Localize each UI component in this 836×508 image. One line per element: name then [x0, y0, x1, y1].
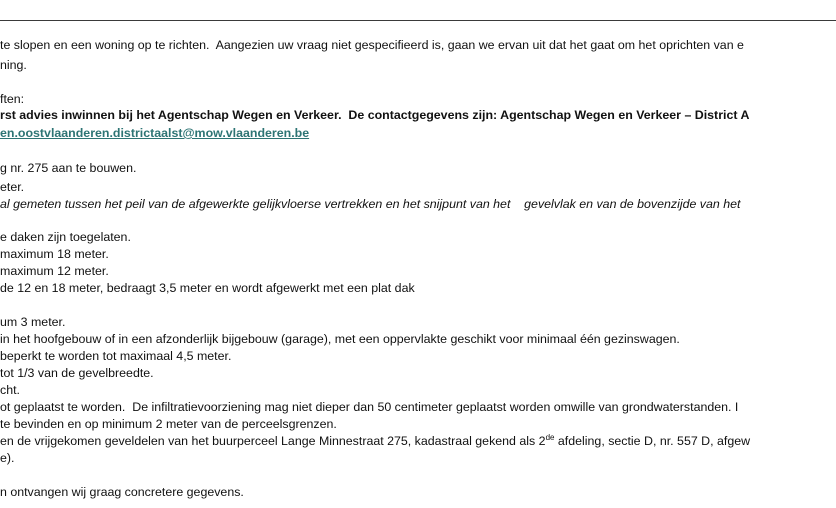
requirement-line-garage: in het hoofgebouw of in een afzonderlijk bijgebouw (garage), met een oppervlakte geschikt voor minimaal één gezinswagen.: [0, 332, 680, 346]
requirement-line-facade-width: tot 1/3 van de gevelbreedte.: [0, 366, 154, 380]
requirement-line-neighbour-parcel: [0, 434, 750, 449]
section-heading-requirements: ften:: [0, 92, 25, 106]
requirement-line-height: eter.: [0, 180, 25, 194]
requirement-line-roofs: e daken zijn toegelaten.: [0, 230, 131, 244]
requirement-line-max-12: maximum 12 meter.: [0, 264, 109, 278]
requirement-line-build: g nr. 275 aan te bouwen.: [0, 161, 137, 175]
requirement-line-min-3: um 3 meter.: [0, 315, 66, 329]
requirement-line-cht: cht.: [0, 383, 20, 397]
requirement-line-measurement-note: al gemeten tussen het peil van de afgewerkte gelijkvloerse vertrekken en het snijpunt van het gevelvlak en van de bovenzijde van het: [0, 197, 741, 211]
superscript-de: de: [545, 432, 555, 442]
requirement-line-max-4-5: beperkt te worden tot maximaal 4,5 meter.: [0, 349, 232, 363]
requirement-line-infiltration: ot geplaatst te worden. De infiltratievoorziening mag niet dieper dan 50 centimeter geplaatst worden omwille van grondwaterstanden. I: [0, 400, 739, 414]
contact-email-link[interactable]: en.oostvlaanderen.districtaalst@mow.vlaanderen.be: [0, 126, 310, 140]
requirement-line-closing-paren: e).: [0, 451, 15, 465]
advice-instruction-line: rst advies inwinnen bij het Agentschap Wegen en Verkeer. De contactgegevens zijn: Agentschap Wegen en Verkeer – District A: [0, 108, 750, 122]
paragraph-intro-line-1: te slopen en een woning op te richten. Aangezien uw vraag niet gespecifieerd is, gaan we ervan uit dat het gaat om het oprichten van e: [0, 38, 744, 52]
closing-line: n ontvangen wij graag concretere gegevens.: [0, 485, 244, 499]
neighbour-parcel-text: en de vrijgekomen geveldelen van het buurperceel Lange Minnestraat 275, kadastraal gekend als 2: [0, 434, 546, 448]
requirement-line-max-18: maximum 18 meter.: [0, 247, 109, 261]
requirement-line-property-borders: te bevinden en op minimum 2 meter van de perceelsgrenzen.: [0, 417, 337, 431]
paragraph-intro-line-2: ning.: [0, 58, 27, 72]
neighbour-parcel-text-continued: afdeling, sectie D, nr. 557 D, afgew: [554, 434, 751, 448]
requirement-line-flat-roof: de 12 en 18 meter, bedraagt 3,5 meter en wordt afgewerkt met een plat dak: [0, 281, 415, 295]
